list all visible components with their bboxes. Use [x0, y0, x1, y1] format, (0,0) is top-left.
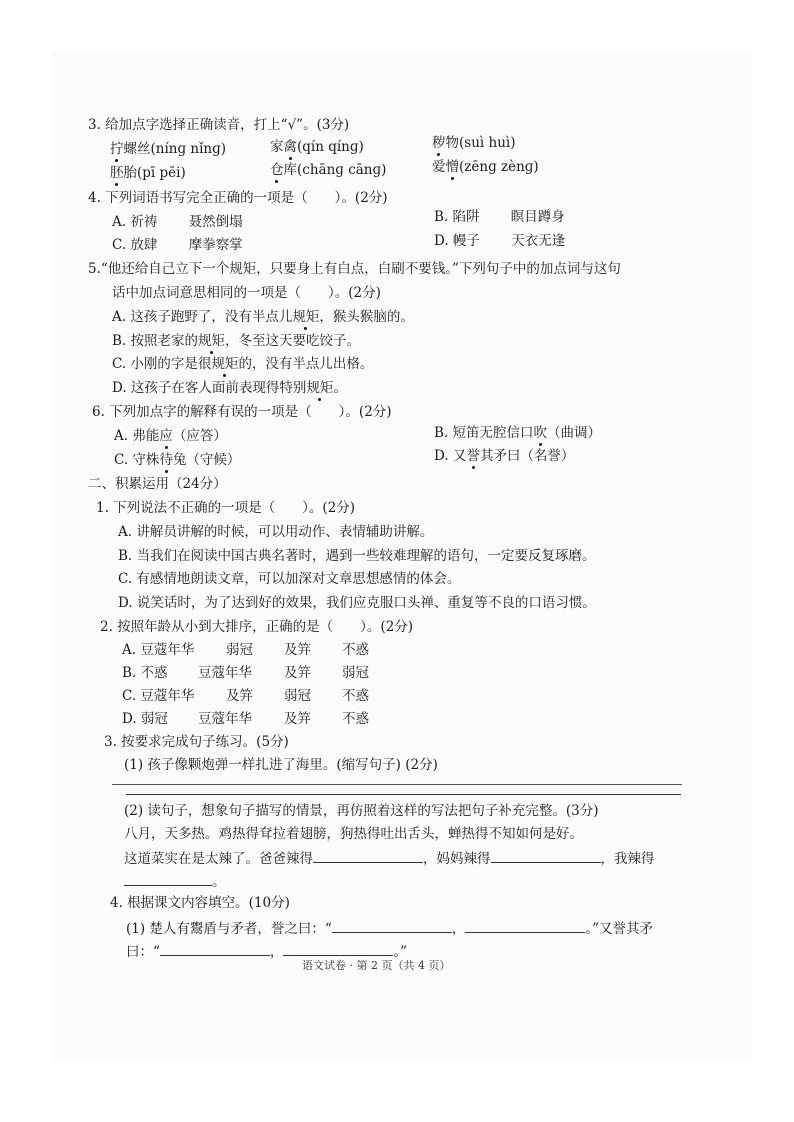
answer-blank[interactable]: [313, 848, 423, 863]
page-footer: 语文试卷 · 第 2 页（共 4 页）: [302, 959, 451, 972]
s2-q2-a-1: A. 豆蔻年华: [122, 642, 195, 658]
q3-item-1: 拧螺丝(nínɡ nǐnɡ): [110, 141, 227, 157]
s2-q3-part-2: (2) 读句子，想象句子描写的情景，再仿照着这样的写法把句子补充完整。(3分): [124, 803, 599, 819]
s2-q4-part-1-cont: 曰：“ ， 。”: [126, 941, 407, 961]
s2-q1-option-b: B. 当我们在阅读中国古典名著时，遇到一些较难理解的语句，一定要反复琢磨。: [118, 548, 596, 564]
s2-q2-a-3: 及笄: [284, 642, 311, 658]
q4-option-b: B. 陷阱 瞑目蹲身: [434, 209, 565, 225]
s2-q4-title: 4. 根据课文内容填空。(10分): [110, 895, 290, 911]
q6-option-a: A. 弗能应（应答）: [114, 428, 227, 444]
q5-option-b: B. 按照老家的规矩，冬至这天要吃饺子。: [112, 333, 361, 349]
q4-title: 4. 下列词语书写完全正确的一项是（ ）。(2分): [88, 190, 388, 206]
answer-blank[interactable]: [491, 848, 601, 863]
q6-option-b: B. 短笛无腔信口吹（曲调）: [434, 425, 602, 441]
s2-q1-option-a: A. 讲解员讲解的时候，可以用动作、表情辅助讲解。: [118, 524, 434, 540]
s2-q2-c-2: 及笄: [226, 688, 253, 704]
answer-blank[interactable]: [332, 918, 452, 933]
q3-title: 3. 给加点字选择正确读音，打上“√”。(3分): [88, 117, 350, 133]
q5-option-c: C. 小刚的字是很规矩的，没有半点儿出格。: [112, 356, 374, 372]
s2-q2-c-1: C. 豆蔻年华: [122, 688, 195, 704]
answer-line[interactable]: [126, 794, 681, 795]
q6-option-c: C. 守株待兔（守候）: [114, 452, 241, 468]
answer-blank[interactable]: [465, 918, 585, 933]
s2-q2-b-1: B. 不惑: [122, 665, 168, 681]
q4-option-c: C. 放肆 摩拳察掌: [112, 237, 243, 253]
answer-blank[interactable]: [283, 941, 393, 956]
q5-title-line-1: 5.“他还给自己立下一个规矩，只要身上有白点，白刷不要钱。”下列句子中的加点词与这句: [88, 261, 621, 277]
section-2-heading: 二、积累运用（24分）: [88, 476, 227, 492]
q3-item-4: 胚胎(pī pēi): [110, 165, 186, 181]
s2-q2-d-3: 及笄: [284, 711, 311, 727]
s2-q3-part-2-text: 八月，天多热。鸡热得耷拉着翅膀，狗热得吐出舌头，蝉热得不知如何是好。: [124, 826, 583, 842]
s2-q3-title: 3. 按要求完成句子练习。(5分): [104, 734, 289, 750]
q4-option-d: D. 幔子 天衣无逢: [434, 233, 566, 249]
q6-title: 6. 下列加点字的解释有误的一项是（ ）。(2分): [92, 404, 392, 420]
q3-item-2: 家禽(qín qínɡ): [270, 139, 364, 155]
s2-q2-c-3: 弱冠: [284, 688, 311, 704]
q3-item-3: 秽物(suì huì): [432, 135, 516, 151]
s2-q2-d-1: D. 弱冠: [122, 711, 168, 727]
s2-q3-part-1: (1) 孩子像颗炮弹一样扎进了海里。(缩写句子) (2分): [124, 757, 438, 773]
s2-q2-b-4: 弱冠: [342, 665, 369, 681]
q3-item-5: 仓库(chānɡ cānɡ): [270, 162, 387, 178]
s2-q2-a-4: 不惑: [342, 642, 369, 658]
s2-q2-title: 2. 按照年龄从小到大排序，正确的是（ ）。(2分): [100, 619, 414, 635]
s2-q2-d-2: 豆蔻年华: [198, 711, 252, 727]
exam-page: [52, 52, 752, 1062]
q5-option-d: D. 这孩子在客人面前表现得特别规矩。: [112, 380, 347, 396]
s2-q3-part-2-fill: 这道菜实在是太辣了。爸爸辣得 ，妈妈辣得 ，我辣得: [124, 848, 655, 868]
answer-blank[interactable]: [160, 941, 270, 956]
s2-q2-c-4: 不惑: [342, 688, 369, 704]
s2-q2-d-4: 不惑: [342, 711, 369, 727]
q6-option-d: D. 又誉其矛曰（名誉）: [434, 448, 575, 464]
s2-q2-b-2: 豆蔻年华: [198, 665, 252, 681]
answer-blank[interactable]: [124, 871, 212, 886]
q5-option-a: A. 这孩子跑野了，没有半点儿规矩，猴头猴脑的。: [112, 309, 414, 325]
s2-q1-title: 1. 下列说法不正确的一项是（ ）。(2分): [96, 500, 356, 516]
q5-title-line-2: 话中加点词意思相同的一项是（ ）。(2分): [112, 285, 381, 301]
s2-q1-option-d: D. 说笑话时，为了达到好的效果，我们应克服口头禅、重复等不良的口语习惯。: [118, 595, 596, 611]
q3-item-6: 爱憎(zēnɡ zènɡ): [432, 159, 539, 175]
s2-q1-option-c: C. 有感情地朗读文章，可以加深对文章思想感情的体会。: [118, 571, 461, 587]
s2-q2-a-2: 弱冠: [226, 642, 253, 658]
divider: [112, 784, 682, 785]
s2-q3-part-2-fill-end: 。: [124, 871, 226, 891]
s2-q2-b-3: 及笄: [284, 665, 311, 681]
s2-q4-part-1: (1) 楚人有鬻盾与矛者，誉之曰：“ ， 。”又誉其矛: [126, 918, 653, 938]
q4-option-a: A. 祈祷 聂然倒塌: [112, 214, 243, 230]
